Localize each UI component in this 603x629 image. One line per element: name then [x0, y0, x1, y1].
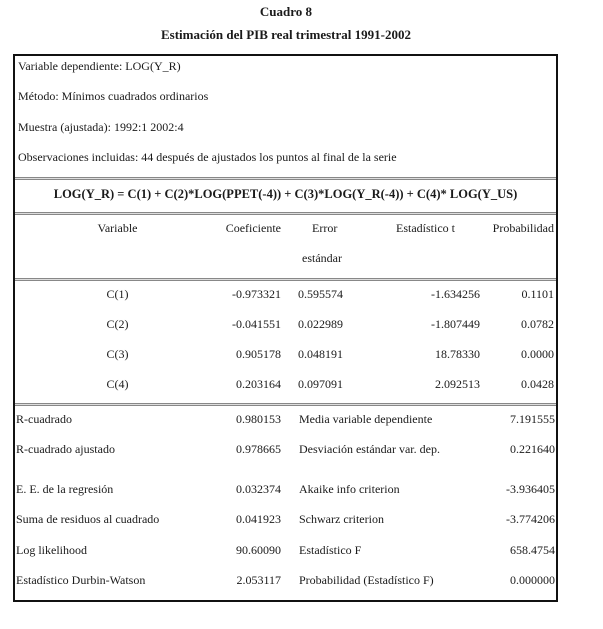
stat-value-left: 90.60090	[236, 543, 281, 557]
row-variable: C(2)	[106, 317, 129, 331]
row-coefficient: 0.203164	[236, 377, 281, 391]
table-caption-number: Cuadro 8	[259, 4, 313, 19]
dependent-variable: Variable dependiente: LOG(Y_R)	[18, 59, 181, 73]
stat-value-left: 0.980153	[236, 412, 281, 426]
regression-output-box	[13, 54, 558, 602]
row-coefficient: -0.973321	[232, 287, 281, 301]
table-caption-title: Estimación del PIB real trimestral 1991-2002	[161, 27, 411, 42]
stat-label-right: Probabilidad (Estadístico F)	[299, 573, 434, 587]
row-probability: 0.0428	[521, 377, 554, 391]
stat-label-right: Akaike info criterion	[299, 482, 400, 496]
row-stderr: 0.022989	[298, 317, 343, 331]
header-tstat: Estadístico t	[396, 221, 455, 235]
row-probability: 0.0000	[521, 347, 554, 361]
row-stderr: 0.048191	[298, 347, 343, 361]
stat-label-right: Desviación estándar var. dep.	[299, 442, 440, 456]
stat-value-right: 7.191555	[510, 412, 555, 426]
stat-value-right: 658.4754	[510, 543, 555, 557]
separator	[15, 212, 556, 215]
stat-value-right: -3.774206	[506, 512, 555, 526]
row-variable: C(3)	[106, 347, 129, 361]
header-probability: Probabilidad	[492, 221, 554, 235]
stat-label-left: Estadístico Durbin-Watson	[16, 573, 146, 587]
stat-value-left: 0.978665	[236, 442, 281, 456]
estimation-method: Método: Mínimos cuadrados ordinarios	[18, 89, 209, 103]
stat-label-left: R-cuadrado	[16, 412, 72, 426]
row-coefficient: -0.041551	[232, 317, 281, 331]
row-stderr: 0.595574	[298, 287, 343, 301]
header-coefficient: Coeficiente	[225, 221, 281, 235]
stat-label-right: Media variable dependiente	[299, 412, 433, 426]
stat-label-right: Schwarz criterion	[299, 512, 384, 526]
stat-value-left: 0.041923	[236, 512, 281, 526]
header-stderr-line1: Error	[312, 221, 338, 235]
row-tstat: -1.807449	[431, 317, 480, 331]
row-tstat: 18.78330	[435, 347, 480, 361]
row-tstat: -1.634256	[431, 287, 480, 301]
stat-value-right: 0.000000	[510, 573, 555, 587]
regression-equation: LOG(Y_R) = C(1) + C(2)*LOG(PPET(-4)) + C(3)*LOG(Y_R(-4)) + C(4)* LOG(Y_US)	[53, 187, 518, 201]
stat-label-left: Suma de residuos al cuadrado	[16, 512, 160, 526]
stat-value-left: 2.053117	[236, 573, 281, 587]
row-tstat: 2.092513	[435, 377, 480, 391]
stat-label-left: R-cuadrado ajustado	[16, 442, 115, 456]
row-coefficient: 0.905178	[236, 347, 281, 361]
separator	[15, 177, 556, 180]
row-probability: 0.0782	[521, 317, 554, 331]
row-stderr: 0.097091	[298, 377, 343, 391]
stat-value-right: 0.221640	[510, 442, 555, 456]
stat-value-left: 0.032374	[236, 482, 281, 496]
stat-label-left: E. E. de la regresión	[16, 482, 114, 496]
header-stderr-line2: estándar	[302, 251, 342, 265]
separator	[15, 278, 556, 281]
observations-count: Observaciones incluidas: 44 después de ajustados los puntos al final de la serie	[18, 150, 397, 164]
stat-value-right: -3.936405	[506, 482, 555, 496]
row-variable: C(4)	[106, 377, 129, 391]
row-variable: C(1)	[106, 287, 129, 301]
stat-label-left: Log likelihood	[16, 543, 87, 557]
separator	[15, 403, 556, 406]
header-variable: Variable	[97, 221, 138, 235]
sample-range: Muestra (ajustada): 1992:1 2002:4	[18, 120, 184, 134]
stat-label-right: Estadístico F	[299, 543, 362, 557]
row-probability: 0.1101	[521, 287, 554, 301]
